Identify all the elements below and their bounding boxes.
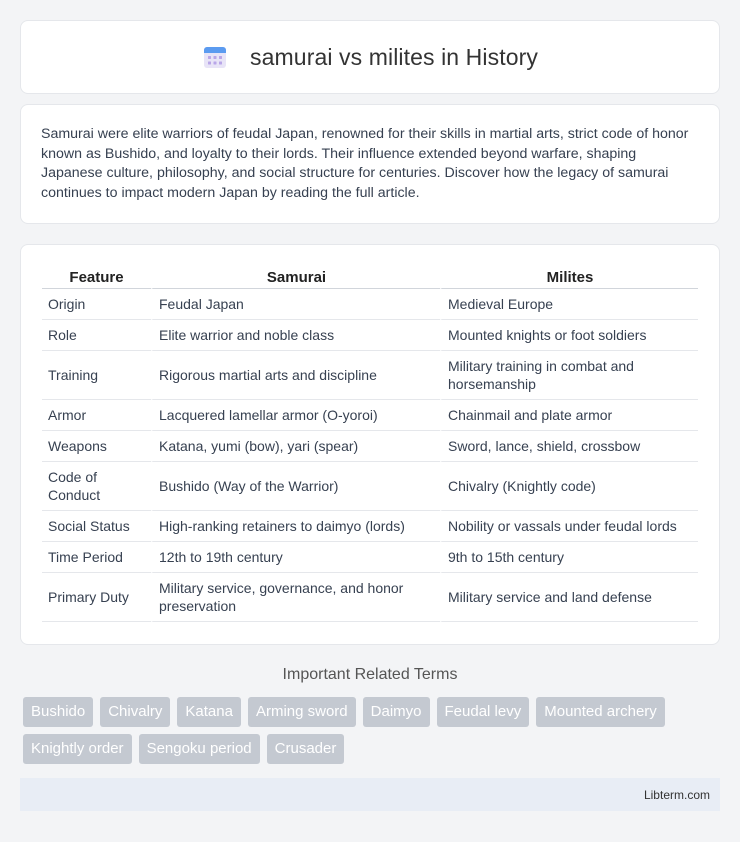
related-term-tag[interactable]: Feudal levy bbox=[437, 697, 530, 727]
column-header-feature: Feature bbox=[42, 265, 151, 289]
related-term-tag[interactable]: Sengoku period bbox=[139, 734, 260, 764]
table-row bbox=[42, 400, 698, 431]
header-card bbox=[20, 20, 720, 94]
cell-milites: Chivalry (Knightly code) bbox=[440, 462, 698, 511]
cell-samurai: 12th to 19th century bbox=[151, 542, 440, 573]
related-term-tag[interactable]: Daimyo bbox=[363, 697, 430, 727]
related-term-tag[interactable]: Katana bbox=[177, 697, 241, 727]
cell-samurai: Bushido (Way of the Warrior) bbox=[151, 462, 440, 511]
table-row bbox=[42, 542, 698, 573]
cell-feature: Weapons bbox=[42, 431, 151, 462]
footer-brand: Libterm.com bbox=[643, 788, 710, 802]
related-term-tag[interactable]: Chivalry bbox=[100, 697, 170, 727]
cell-samurai: Rigorous martial arts and discipline bbox=[151, 351, 440, 400]
cell-feature: Origin bbox=[42, 289, 151, 320]
table-row bbox=[42, 431, 698, 462]
page-title: samurai vs milites in History bbox=[250, 43, 538, 70]
table-row bbox=[42, 351, 698, 400]
comparison-table-card bbox=[20, 244, 720, 645]
cell-feature: Armor bbox=[42, 400, 151, 431]
cell-samurai: Elite warrior and noble class bbox=[151, 320, 440, 351]
related-term-tag[interactable]: Arming sword bbox=[248, 697, 356, 727]
cell-milites: Military service and land defense bbox=[440, 573, 698, 622]
comparison-table bbox=[42, 265, 698, 622]
table-row bbox=[42, 289, 698, 320]
related-terms-title: Important Related Terms bbox=[282, 666, 458, 683]
cell-milites: Military training in combat and horsemanship bbox=[440, 351, 698, 400]
cell-samurai: Katana, yumi (bow), yari (spear) bbox=[151, 431, 440, 462]
cell-feature: Social Status bbox=[42, 511, 151, 542]
intro-text: Samurai were elite warriors of feudal Japan, renowned for their skills in martial arts, strict code of honor known as Bushido, and loyalty to their lords. Their influence extended beyond warfare, shaping Japanese culture, philosophy, and social structure for centuries. Discover how the legacy of samurai continues to impact modern Japan by reading the full article. bbox=[41, 126, 689, 201]
cell-milites: 9th to 15th century bbox=[440, 542, 698, 573]
cell-samurai: Military service, governance, and honor preservation bbox=[151, 573, 440, 622]
cell-milites: Chainmail and plate armor bbox=[440, 400, 698, 431]
cell-feature: Role bbox=[42, 320, 151, 351]
cell-feature: Code of Conduct bbox=[42, 462, 151, 511]
cell-milites: Medieval Europe bbox=[440, 289, 698, 320]
table-header-row bbox=[42, 265, 698, 289]
table-row bbox=[42, 573, 698, 622]
related-term-tag[interactable]: Bushido bbox=[23, 697, 93, 727]
calendar-icon bbox=[202, 44, 228, 70]
footer bbox=[20, 778, 720, 811]
cell-samurai: Lacquered lamellar armor (O-yoroi) bbox=[151, 400, 440, 431]
table-row bbox=[42, 462, 698, 511]
column-header-milites: Milites bbox=[440, 265, 698, 289]
cell-milites: Nobility or vassals under feudal lords bbox=[440, 511, 698, 542]
cell-feature: Primary Duty bbox=[42, 573, 151, 622]
table-row bbox=[42, 511, 698, 542]
cell-milites: Mounted knights or foot soldiers bbox=[440, 320, 698, 351]
intro-card bbox=[20, 104, 720, 224]
related-term-tag[interactable]: Knightly order bbox=[23, 734, 132, 764]
column-header-samurai: Samurai bbox=[151, 265, 440, 289]
table-row bbox=[42, 320, 698, 351]
related-term-tag[interactable]: Mounted archery bbox=[536, 697, 665, 727]
cell-milites: Sword, lance, shield, crossbow bbox=[440, 431, 698, 462]
cell-samurai: High-ranking retainers to daimyo (lords) bbox=[151, 511, 440, 542]
related-terms-list bbox=[23, 697, 703, 764]
related-term-tag[interactable]: Crusader bbox=[267, 734, 345, 764]
cell-feature: Training bbox=[42, 351, 151, 400]
cell-feature: Time Period bbox=[42, 542, 151, 573]
cell-samurai: Feudal Japan bbox=[151, 289, 440, 320]
